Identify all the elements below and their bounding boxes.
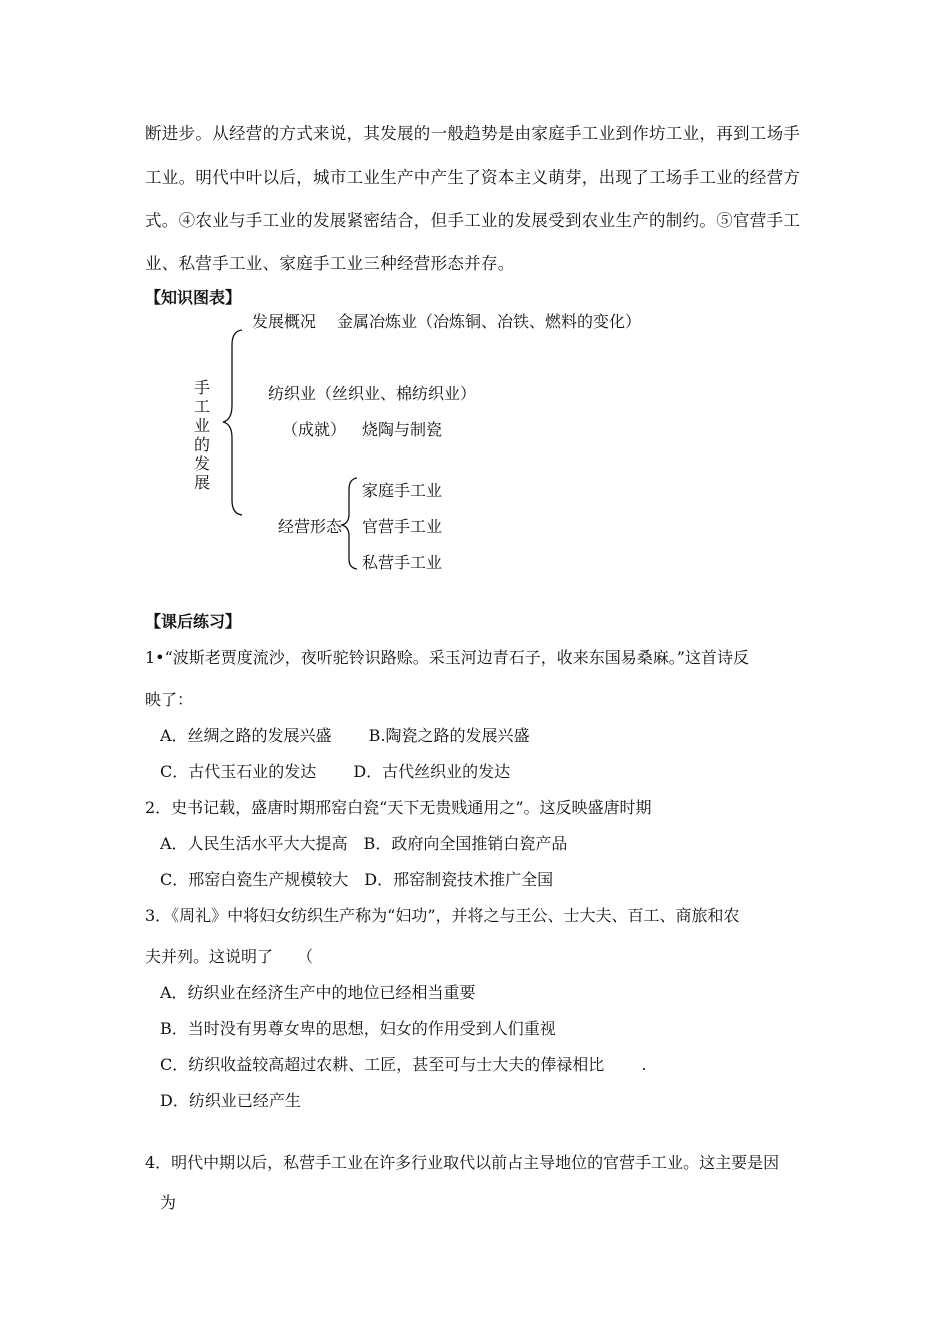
exercise-heading: 【课后练习】 <box>145 612 242 631</box>
ceramics: 烧陶与制瓷 <box>362 420 443 439</box>
management-label: 经营形态 <box>278 517 343 536</box>
root-char: 业 <box>193 416 210 435</box>
metal-industry: 金属冶炼业（冶炼铜、冶铁、燃料的变化） <box>337 312 642 331</box>
q3-option-d: D．纺织业已经产生 <box>160 1091 301 1110</box>
intro-line-4: 业、私营手工业、家庭手工业三种经营形态并存。 <box>145 254 515 273</box>
q1-options-ab: A．丝绸之路的发展兴盛 B.陶瓷之路的发展兴盛 <box>160 726 530 745</box>
root-char: 手 <box>193 378 210 397</box>
intro-line-2: 工业。明代中叶以后，城市工业生产中产生了资本主义萌芽，出现了工场手工业的经营方 <box>145 168 801 187</box>
management-item-family: 家庭手工业 <box>362 481 443 500</box>
management-item-official: 官营手工业 <box>362 517 443 536</box>
q3-option-c: C．纺织收益较高超过农耕、工匠，甚至可与士大夫的俸禄相比 . <box>160 1055 647 1074</box>
q2-line-1: 2．史书记载，盛唐时期邢窑白瓷“天下无贵贱通用之”。这反映盛唐时期 <box>145 798 652 817</box>
q2-options-ab: A．人民生活水平大大提高 B．政府向全国推销白瓷产品 <box>160 834 568 853</box>
chart-heading: 【知识图表】 <box>145 288 242 307</box>
q3-line-1: 3．《周礼》中将妇女纺织生产称为“妇功”，并将之与王公、士大夫、百工、商旅和农 <box>145 906 740 925</box>
intro-line-1: 断进步。从经营的方式来说，其发展的一般趋势是由家庭手工业到作坊工业，再到工场手 <box>145 124 801 143</box>
main-brace <box>223 330 242 515</box>
intro-line-3: 式。④农业与手工业的发展紧密结合，但手工业的发展受到农业生产的制约。⑤官营手工 <box>145 211 801 230</box>
textile-industry: 纺织业（丝织业、棉纺织业） <box>268 384 477 403</box>
q3-line-2: 夫并列。这说明了 （ <box>145 947 314 966</box>
q1-options-cd: C．古代玉石业的发达 D．古代丝织业的发达 <box>160 762 511 781</box>
root-char: 发 <box>193 454 210 473</box>
achievement-label: （成就） <box>282 420 347 439</box>
q1-line-2: 映了： <box>145 690 194 709</box>
q3-option-b: B．当时没有男尊女卑的思想，妇女的作用受到人们重视 <box>160 1019 556 1038</box>
management-item-private: 私营手工业 <box>362 553 443 572</box>
q1-line-1: 1•“波斯老贾度流沙，夜听驼铃识路赊。采玉河边青石子，收来东国易桑麻。”这首诗反 <box>145 648 749 667</box>
root-char: 的 <box>193 435 210 454</box>
q3-option-a: A．纺织业在经济生产中的地位已经相当重要 <box>160 983 476 1002</box>
root-char: 工 <box>193 397 210 416</box>
management-brace <box>342 478 357 569</box>
q4-line-2: 为 <box>160 1193 177 1212</box>
q4-line-1: 4．明代中期以后，私营手工业在许多行业取代以前占主导地位的官营手工业。这主要是因 <box>145 1153 780 1172</box>
q2-options-cd: C．邢窑白瓷生产规模较大 D．邢窑制瓷技术推广全国 <box>160 870 554 889</box>
overview-label: 发展概况 <box>252 312 317 331</box>
root-char: 展 <box>193 473 210 492</box>
